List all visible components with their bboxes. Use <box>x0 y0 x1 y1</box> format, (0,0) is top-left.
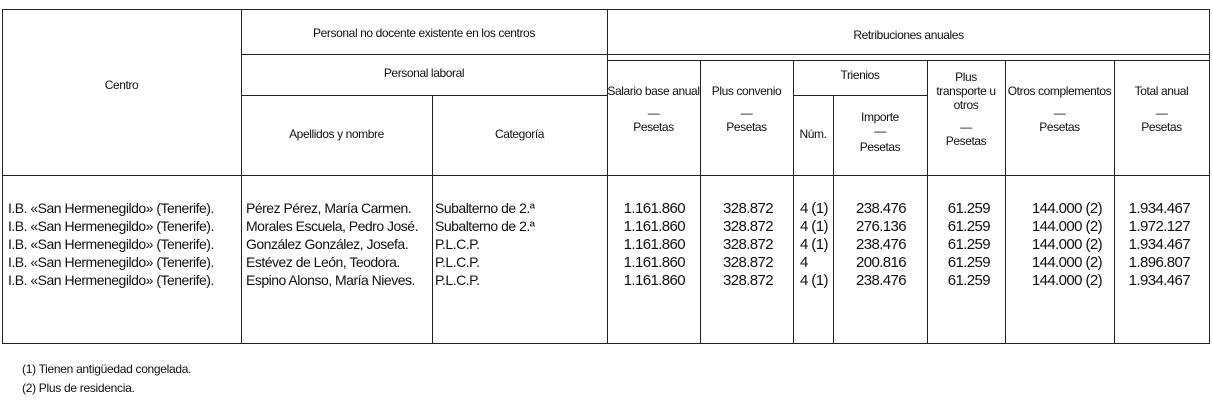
cell-importe: 238.476 <box>855 272 906 289</box>
header-plus-transporte: Plus transporte u otros — Pesetas <box>936 70 996 148</box>
cell-trienios-num: 4 <box>800 254 808 271</box>
footnote-2: (2) Plus de residencia. <box>22 381 135 395</box>
cell-centro: I.B. «San Hermenegildo» (Tenerife). <box>8 272 214 288</box>
cell-nombre: Pérez Pérez, María Carmen. <box>246 200 412 216</box>
cell-centro: I.B. «San Hermenegildo» (Tenerife). <box>8 254 214 270</box>
header-trienios-importe: Importe — Pesetas <box>859 110 901 154</box>
cell-otros: 144.000 (2) <box>1031 272 1102 289</box>
cell-centro: I.B. «San Hermenegildo» (Tenerife). <box>8 200 214 216</box>
cell-otros: 144.000 (2) <box>1031 200 1102 217</box>
cell-nombre: González González, Josefa. <box>246 236 409 252</box>
cell-nombre: Espino Alonso, María Nieves. <box>246 272 415 288</box>
cell-centro: I.B. «San Hermenegildo» (Tenerife). <box>8 236 214 252</box>
header-total: Total anual — Pesetas <box>1134 84 1189 134</box>
cell-otros: 144.000 (2) <box>1031 254 1102 271</box>
cell-plus-transporte: 61.259 <box>947 236 990 253</box>
header-trienios: Trienios <box>840 68 880 82</box>
cell-trienios-num: 4 (1) <box>800 272 828 289</box>
cell-nombre: Morales Escuela, Pedro José. <box>246 218 418 234</box>
cell-categoria: Subalterno de 2.ª <box>435 218 535 234</box>
cell-centro: I.B. «San Hermenegildo» (Tenerife). <box>8 218 214 234</box>
cell-total: 1.972.127 <box>1128 218 1190 235</box>
cell-salario: 1.161.860 <box>623 272 685 289</box>
cell-plus-transporte: 61.259 <box>947 254 990 271</box>
cell-salario: 1.161.860 <box>623 218 685 235</box>
cell-salario: 1.161.860 <box>623 254 685 271</box>
cell-trienios-num: 4 (1) <box>800 236 828 253</box>
cell-otros: 144.000 (2) <box>1031 218 1102 235</box>
cell-plus-convenio: 328.872 <box>722 218 773 235</box>
cell-plus-convenio: 328.872 <box>722 272 773 289</box>
cell-total: 1.896.807 <box>1128 254 1190 271</box>
cell-salario: 1.161.860 <box>623 200 685 217</box>
cell-total: 1.934.467 <box>1128 236 1190 253</box>
header-categoria: Categoría <box>494 127 545 141</box>
cell-importe: 200.816 <box>855 254 906 271</box>
cell-salario: 1.161.860 <box>623 236 685 253</box>
header-centro: Centro <box>104 78 139 92</box>
cell-plus-convenio: 328.872 <box>722 200 773 217</box>
cell-total: 1.934.467 <box>1128 200 1190 217</box>
header-plus-convenio: Plus convenio — Pesetas <box>711 84 782 134</box>
cell-categoria: P.L.C.P. <box>435 254 480 270</box>
cell-total: 1.934.467 <box>1128 272 1190 289</box>
header-apellidos: Apellidos y nombre <box>289 127 384 141</box>
cell-otros: 144.000 (2) <box>1031 236 1102 253</box>
header-otros: Otros complementos — Pesetas <box>1007 84 1112 134</box>
header-salario: Salario base anual — Pesetas <box>607 84 700 134</box>
header-personal-group: Personal no docente existente en los centros <box>313 26 535 40</box>
cell-trienios-num: 4 (1) <box>800 218 828 235</box>
cell-importe: 238.476 <box>855 236 906 253</box>
footnote-1: (1) Tienen antigüedad congelada. <box>22 362 192 376</box>
cell-importe: 238.476 <box>855 200 906 217</box>
cell-categoria: Subalterno de 2.ª <box>435 200 535 216</box>
header-trienios-num: Núm. <box>799 127 827 141</box>
cell-importe: 276.136 <box>855 218 906 235</box>
cell-nombre: Estévez de León, Teodora. <box>246 254 400 270</box>
cell-plus-transporte: 61.259 <box>947 218 990 235</box>
cell-plus-transporte: 61.259 <box>947 272 990 289</box>
header-retribuciones-group: Retribuciones anuales <box>853 28 964 42</box>
cell-categoria: P.L.C.P. <box>435 236 480 252</box>
header-personal-laboral: Personal laboral <box>383 66 465 80</box>
cell-plus-convenio: 328.872 <box>722 236 773 253</box>
cell-plus-transporte: 61.259 <box>947 200 990 217</box>
cell-trienios-num: 4 (1) <box>800 200 828 217</box>
cell-plus-convenio: 328.872 <box>722 254 773 271</box>
cell-categoria: P.L.C.P. <box>435 272 480 288</box>
